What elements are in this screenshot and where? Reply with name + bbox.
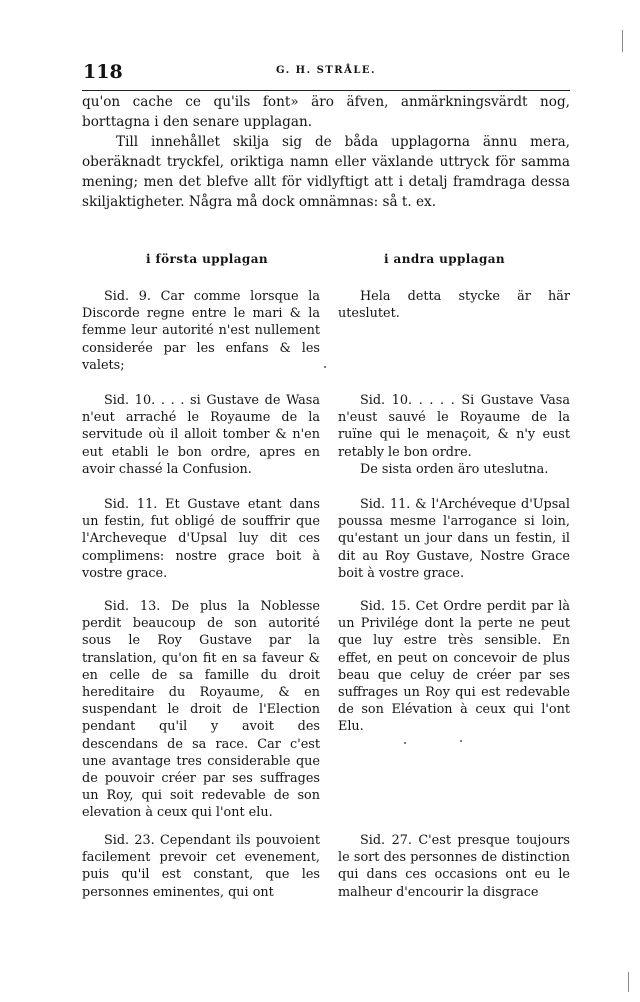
running-header — [82, 56, 570, 91]
passage-note: De sista orden äro uteslutna. — [360, 461, 549, 477]
scan-edge-mark — [622, 30, 623, 52]
passage: Sid. 15. Cet Ordre perdit par là un Privilége dont la perte ne peut que luy estre très sensible. En effet, en peut on concevoir de plus beau que celuy de créer par ses suffrages un Roy qui est redevable de son Elévation à ceux qui l'ont Elu. — [338, 599, 570, 735]
intro-paragraph-continuation: qu'on cache ce qu'ils font» äro äfven, anmärkningsvärdt nog, borttagna i den senare upplagan. — [82, 94, 570, 130]
stray-ink-mark — [404, 742, 406, 744]
second-edition-text — [338, 496, 570, 582]
intro-paragraph: Till innehållet skilja sig de båda upplagorna ännu mera, oberäknadt tryckfel, oriktiga namn eller växlande uttryck för samma mening; men det blefve allt för vidlyftigt att i detalj framdraga dessa skiljaktigheter. Några må dock omnämnas: så t. ex. — [82, 134, 570, 210]
passage: Sid. 11. & l'Archéveque d'Upsal poussa mesme l'arrogance si loin, qu'estant un jour dans un festin, il dit au Roy Gustave, Nostre Grace boit à vostre grace. — [338, 497, 570, 581]
passage: Sid. 9. Car comme lorsque la Discorde regne entre le mari & la femme leur autorité n'est nullement considerée par les enfans & les valets; — [82, 289, 320, 373]
column-heading-first-edition: i första upplagan — [146, 252, 269, 266]
second-edition-text — [338, 288, 570, 322]
page-number: 118 — [83, 61, 123, 83]
stray-ink-mark — [460, 740, 462, 742]
intro-text — [82, 92, 570, 212]
passage: Sid. 27. C'est presque toujours le sort des personnes de distinction qui dans ces occasions ont eu le malheur d'encourir la disgrace — [338, 833, 570, 900]
passage: Sid. 10. . . . si Gustave de Wasa n'eut arraché le Royaume de la servitude où il alloit tomber & n'en eut etabli le bon ordre, apres en avoir chassé la Confusion. — [82, 393, 320, 477]
passage: Hela detta stycke är här uteslutet. — [338, 289, 570, 322]
first-edition-text — [82, 392, 320, 478]
passage: Sid. 10. . . . . Si Gustave Vasa n'eust sauvé le Royaume de la ruïne qui le menaçoit, & n'y eust retably le bon ordre. — [338, 393, 570, 460]
first-edition-text — [82, 288, 320, 374]
stray-ink-mark — [324, 366, 326, 368]
scan-edge-mark — [628, 972, 629, 992]
passage: Sid. 11. Et Gustave etant dans un festin, fut obligé de souffrir que l'Archeveque d'Upsal luy dit ces complimens: nostre grace boit à vostre grace. — [82, 497, 320, 581]
passage: Sid. 23. Cependant ils pouvoient facilement prevoir cet evenement, puis qu'il est constant, que les personnes eminentes, qui ont — [82, 833, 320, 900]
running-head-author: G. H. STRÅLE. — [276, 65, 376, 76]
first-edition-text — [82, 598, 320, 822]
passage: Sid. 13. De plus la Noblesse perdit beaucoup de son autorité sous le Roy Gustave par la translation, qu'on fit en sa faveur & en celle de sa famille du droit hereditaire du Royaume, & en suspendant le droit de l'Election pendant qu'il y avoit des descendans de sa race. Car c'est une avantage tres considerable que de pouvoir créer par ses suffrages un Roy, qui soit redevable de son elevation à ceux qui l'ont elu. — [82, 599, 320, 821]
second-edition-text — [338, 832, 570, 901]
column-heading-second-edition: i andra upplagan — [384, 252, 506, 266]
second-edition-text — [338, 598, 570, 736]
first-edition-text — [82, 832, 320, 901]
second-edition-text — [338, 392, 570, 478]
first-edition-text — [82, 496, 320, 582]
